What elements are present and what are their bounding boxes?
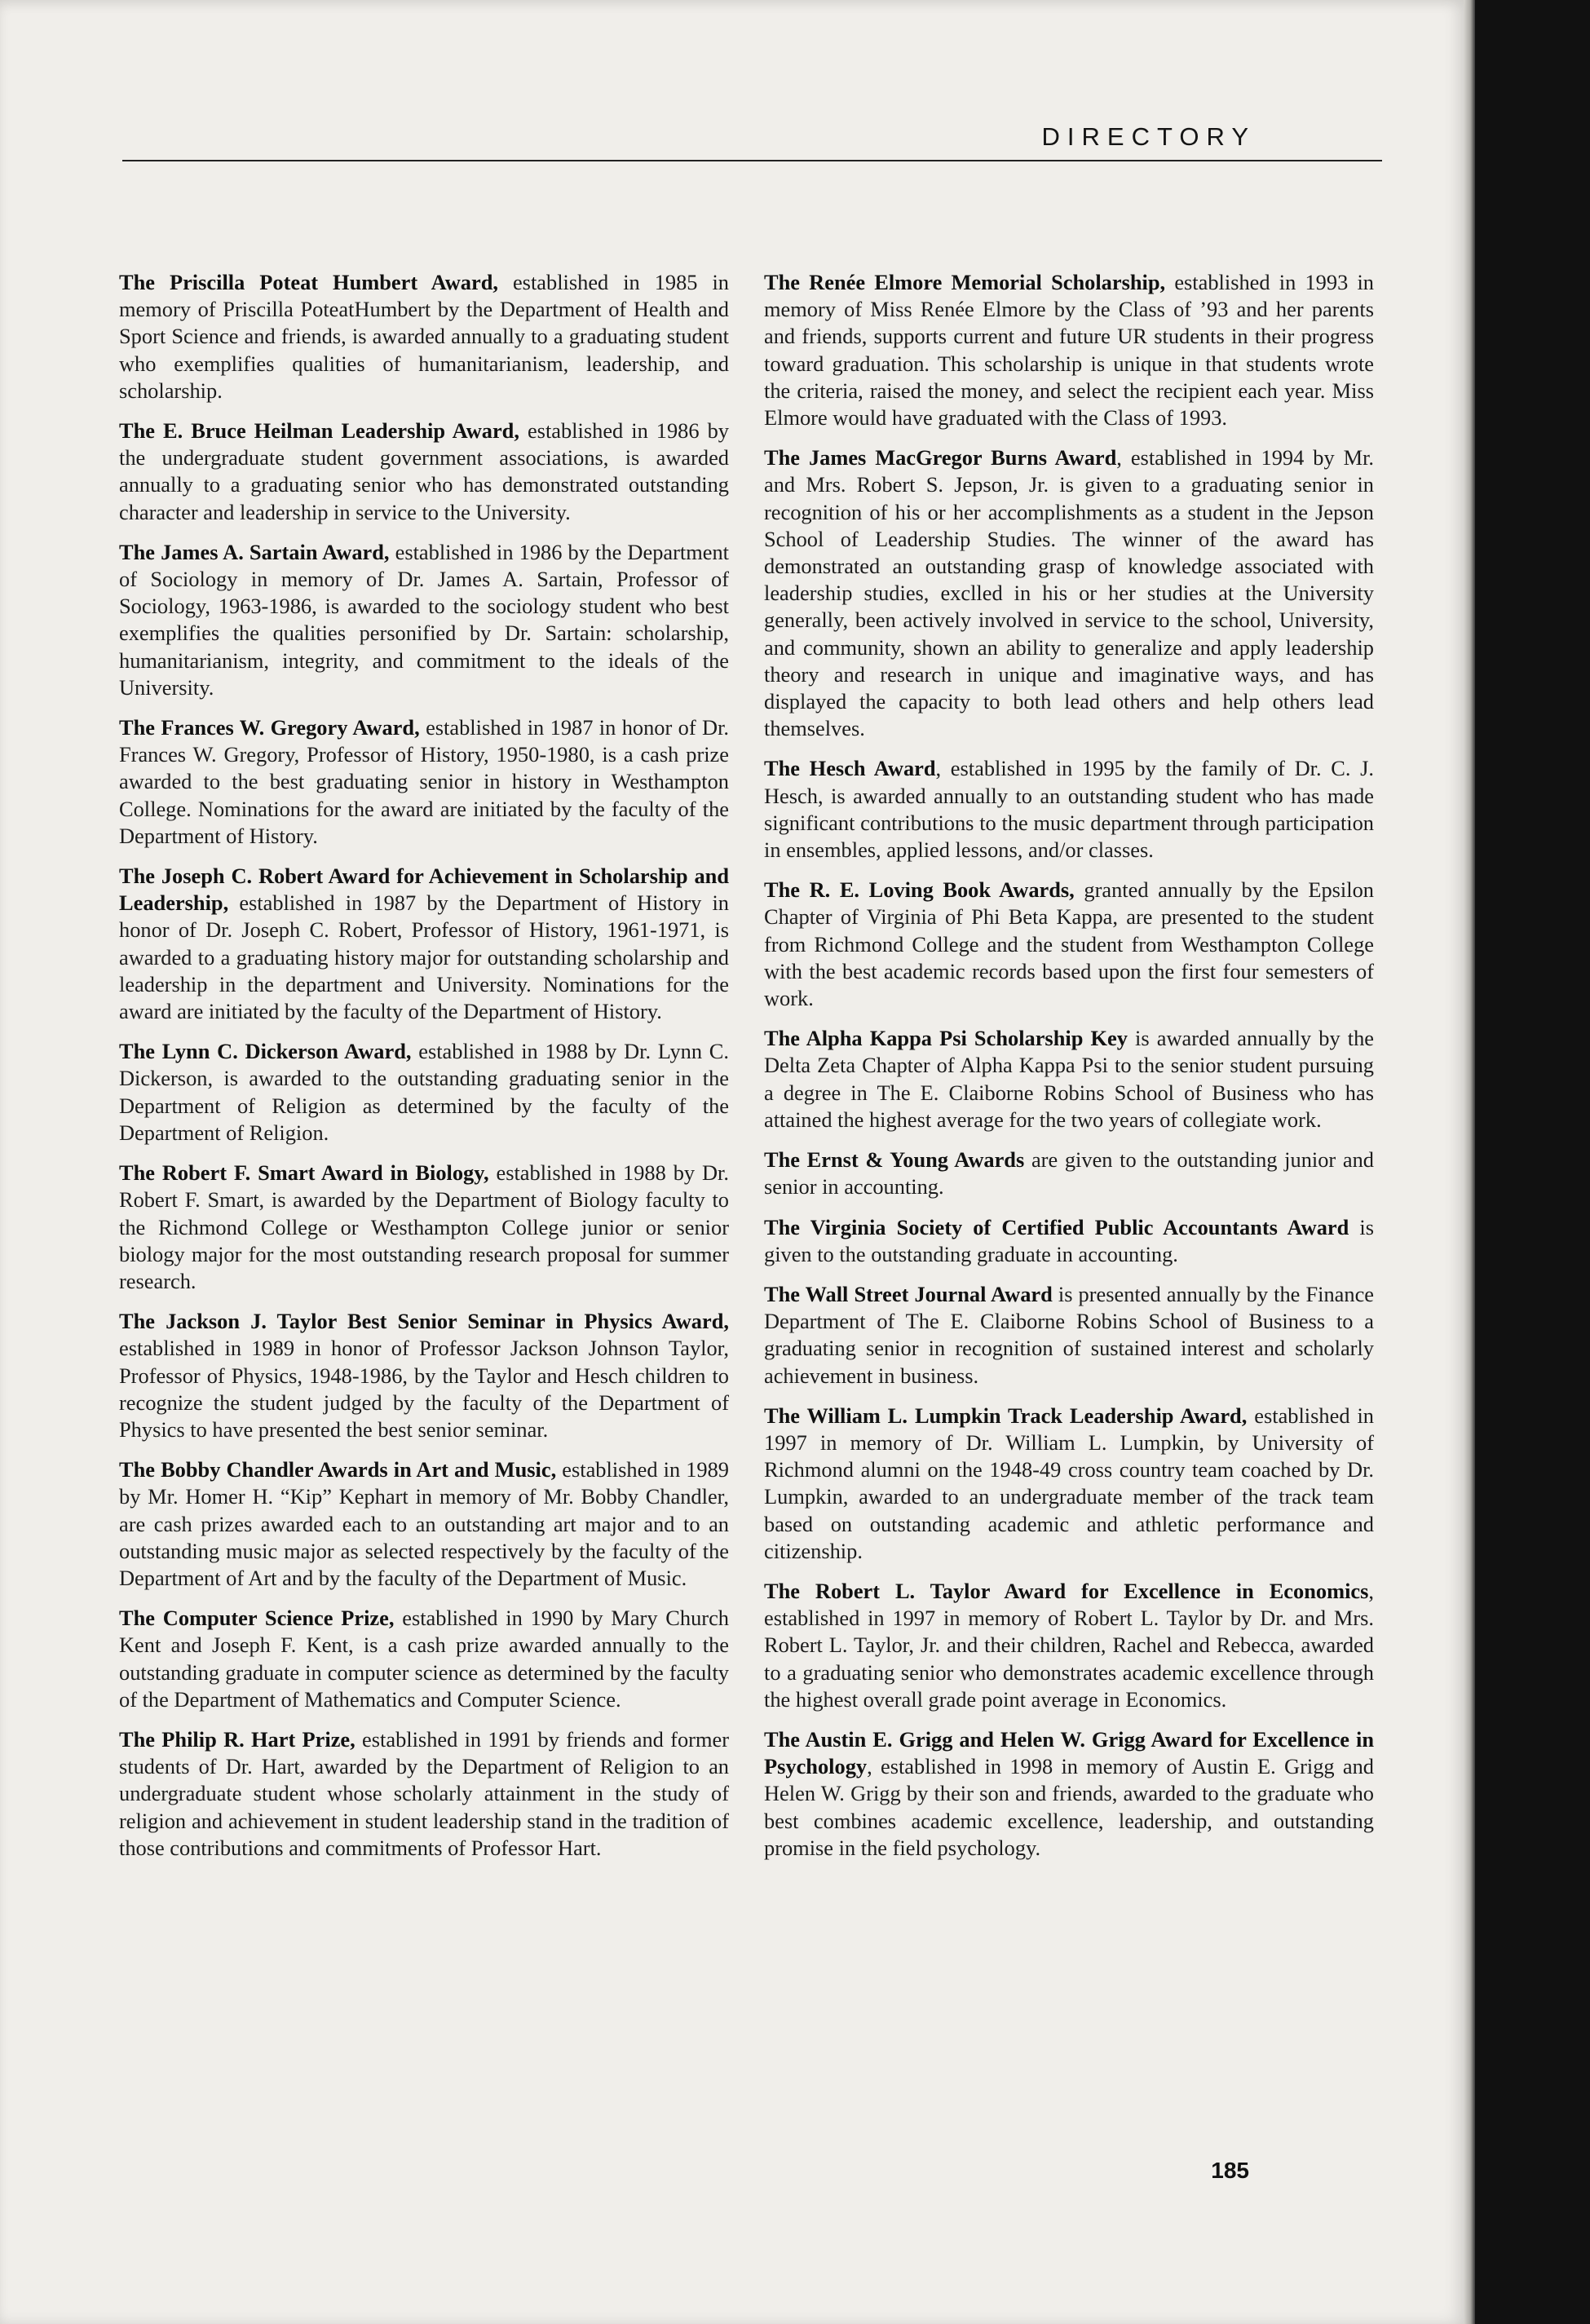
award-entry (119, 714, 729, 850)
award-entry (764, 1025, 1374, 1133)
award-description: established in 1993 in memory of Miss Renée Elmore by the Class of ’93 and her parents and friends, supports current and future UR students in their progress toward graduation. This scholarship is unique in that students wrote the criteria, raised the money, and select the recipient each year. Miss Elmore would have graduated with the Class of 1993. (764, 270, 1374, 431)
award-title: The Renée Elmore Memorial Scholarship, (764, 270, 1166, 294)
award-description: , established in 1997 in memory of Robert L. Taylor by Dr. and Mrs. Robert L. Taylor, Jr. and their children, Rachel and Rebecca, awarded to a graduating senior who demonstrates academic excellence through the highest overall grade point average in Economics. (764, 1578, 1374, 1712)
right-column (764, 269, 1374, 1875)
award-description: established in 1990 by Mary Church Kent and Joseph F. Kent, is a cash prize awarded annually to the outstanding graduate in computer science as determined by the faculty of the Department of Mathematics and Computer Science. (119, 1606, 729, 1712)
award-title: The Lynn C. Dickerson Award, (119, 1039, 412, 1064)
award-title: The Philip R. Hart Prize, (119, 1726, 356, 1752)
award-description: established in 1986 by the undergraduate student government associations, is awarded annually to a graduating senior who has demonstrated outstanding character and leadership in service to the University. (119, 418, 729, 524)
award-title: The Hesch Award (764, 756, 936, 781)
award-title: The Austin E. Grigg and Helen W. Grigg Award for Excellence in Psychology (764, 1726, 1374, 1779)
award-entry (764, 444, 1374, 742)
award-title: The James A. Sartain Award, (119, 539, 390, 564)
award-description: established in 1991 by friends and former students of Dr. Hart, awarded by the Department of Religion to an undergraduate student whose scholarly attainment in the study of religion and achievement in student leadership stand in the tradition of those contributions and commitments of Professor Hart. (119, 1726, 729, 1860)
award-title: The Alpha Kappa Psi Scholarship Key (764, 1026, 1128, 1051)
award-description: established in 1986 by the Department of Sociology in memory of Dr. James A. Sartain, Professor of Sociology, 1963-1986, is awarded to the sociology student who best exemplifies the qualities personified by Dr. Sartain: scholarship, humanitarianism, integrity, and commitment to the ideals of the University. (119, 539, 729, 700)
award-entry (764, 1578, 1374, 1713)
award-entry (119, 1038, 729, 1147)
award-description: established in 1987 by the Department of History in honor of Dr. Joseph C. Robert, Professor of History, 1961-1971, is awarded to a graduating history major for outstanding scholarship and leadership in the department and University. Nominations for the award are initiated by the faculty of the Department of History. (119, 890, 729, 1024)
award-entry (764, 1403, 1374, 1565)
award-description: is awarded annually by the Delta Zeta Chapter of Alpha Kappa Psi to the senior student pursuing a degree in The E. Claiborne Robins School of Business who has attained the highest average for the two years of collegiate work. (764, 1026, 1374, 1132)
award-title: The Frances W. Gregory Award, (119, 715, 420, 740)
award-entry (119, 1605, 729, 1713)
award-description: established in 1989 by Mr. Homer H. “Kip” Kephart in memory of Mr. Bobby Chandler, are cash prizes awarded each to an outstanding art major and to an outstanding music major as selected respectively by the faculty of the Department of Art and by the faculty of the Department of Music. (119, 1457, 729, 1590)
award-entry (119, 1456, 729, 1592)
award-title: The Ernst & Young Awards (764, 1147, 1025, 1173)
award-entry (764, 1214, 1374, 1268)
award-entry (764, 1147, 1374, 1200)
award-entry (119, 1308, 729, 1443)
page-number: 185 (1211, 2158, 1249, 2183)
award-entry (119, 269, 729, 404)
award-entry (764, 755, 1374, 864)
award-entry (764, 1726, 1374, 1862)
award-entry (119, 418, 729, 526)
award-entry (119, 863, 729, 1025)
award-title: The Computer Science Prize, (119, 1606, 395, 1631)
award-description: is presented annually by the Finance Department of The E. Claiborne Robins School of Business to a graduating senior in recognition of sustained interest and scholarly achievement in business. (764, 1281, 1374, 1388)
award-title: The Robert L. Taylor Award for Excellence in Economics (764, 1578, 1369, 1603)
award-entry (119, 539, 729, 701)
award-title: The Virginia Society of Certified Public Accountants Award (764, 1214, 1349, 1239)
award-title: The Wall Street Journal Award (764, 1281, 1053, 1306)
running-head: DIRECTORY (1041, 122, 1256, 151)
award-entry (764, 877, 1374, 1012)
award-description: established in 1989 in honor of Professor Jackson Johnson Taylor, Professor of Physics, 1948-1986, by the Taylor and Hesch children to recognize the student judged by the faculty of the Department of Physics to have presented the best senior seminar. (119, 1336, 729, 1442)
award-description: , established in 1998 in memory of Austin E. Grigg and Helen W. Grigg by their son and friends, awarded to the graduate who best combines academic excellence, leadership, and outstanding promise in the field psychology. (764, 1754, 1374, 1860)
award-title: The Priscilla Poteat Humbert Award, (119, 270, 498, 294)
award-entry (119, 1160, 729, 1295)
award-title: The R. E. Loving Book Awards, (764, 877, 1075, 903)
award-title: The James MacGregor Burns Award (764, 445, 1117, 471)
award-title: The William L. Lumpkin Track Leadership Award, (764, 1403, 1248, 1428)
award-description: , established in 1995 by the family of Dr. C. J. Hesch, is awarded annually to an outstanding student who has made significant contributions to the music department through participation in ensembles, applied lessons, and/or classes. (764, 756, 1374, 863)
award-description: are given to the outstanding junior and senior in accounting. (764, 1147, 1374, 1200)
award-description: is given to the outstanding graduate in accounting. (764, 1214, 1374, 1266)
award-entry (764, 269, 1374, 431)
header-rule (122, 160, 1382, 161)
award-title: The E. Bruce Heilman Leadership Award, (119, 418, 519, 444)
award-description: established in 1987 in honor of Dr. Frances W. Gregory, Professor of History, 1950-1980, is a cash prize awarded to the best graduating senior in history in Westhampton College. Nominations for the award are initiated by the faculty of the Department of History. (119, 715, 729, 848)
award-title: The Jackson J. Taylor Best Senior Seminar in Physics Award, (119, 1309, 729, 1334)
left-column (119, 269, 729, 1875)
award-description: established in 1997 in memory of Dr. William L. Lumpkin, by University of Richmond alumni on the 1948-49 cross country team coached by Dr. Lumpkin, awarded to an undergraduate member of the track team based on outstanding academic and athletic performance and citizenship. (764, 1403, 1374, 1563)
page-edge (1464, 0, 1475, 2324)
award-description: established in 1985 in memory of Priscilla PoteatHumbert by the Department of Health and Sport Science and friends, is awarded annually to a graduating student who exemplifies qualities of humanitarianism, leadership, and scholarship. (119, 270, 729, 403)
award-entry (764, 1281, 1374, 1390)
award-description: established in 1988 by Dr. Lynn C. Dickerson, is awarded to the outstanding graduating senior in the Department of Religion as determined by the faculty of the Department of Religion. (119, 1039, 729, 1145)
award-title: The Joseph C. Robert Award for Achievement in Scholarship and Leadership, (119, 864, 729, 916)
award-entry (119, 1726, 729, 1862)
award-description: granted annually by the Epsilon Chapter of Virginia of Phi Beta Kappa, are presented to the student from Richmond College and the student from Westhampton College with the best academic records based upon the first four semesters of work. (764, 877, 1374, 1011)
award-description: , established in 1994 by Mr. and Mrs. Robert S. Jepson, Jr. is given to a graduating senior in recognition of his or her accomplishments as a student in the Jepson School of Leadership Studies. The winner of the award has demonstrated an outstanding grasp of knowledge associated with leadership studies, exclled in his or her studies at the University generally, been actively involved in service to the school, University, and community, shown an ability to generalize and apply leadership theory and research in unique and imaginative ways, and has displayed the capacity to both lead others and help others lead themselves. (764, 445, 1374, 741)
award-description: established in 1988 by Dr. Robert F. Smart, is awarded by the Department of Biology faculty to the Richmond College or Westhampton College junior or senior biology major for the most outstanding research proposal for summer research. (119, 1160, 729, 1293)
award-title: The Robert F. Smart Award in Biology, (119, 1160, 489, 1186)
award-title: The Bobby Chandler Awards in Art and Music, (119, 1457, 557, 1482)
